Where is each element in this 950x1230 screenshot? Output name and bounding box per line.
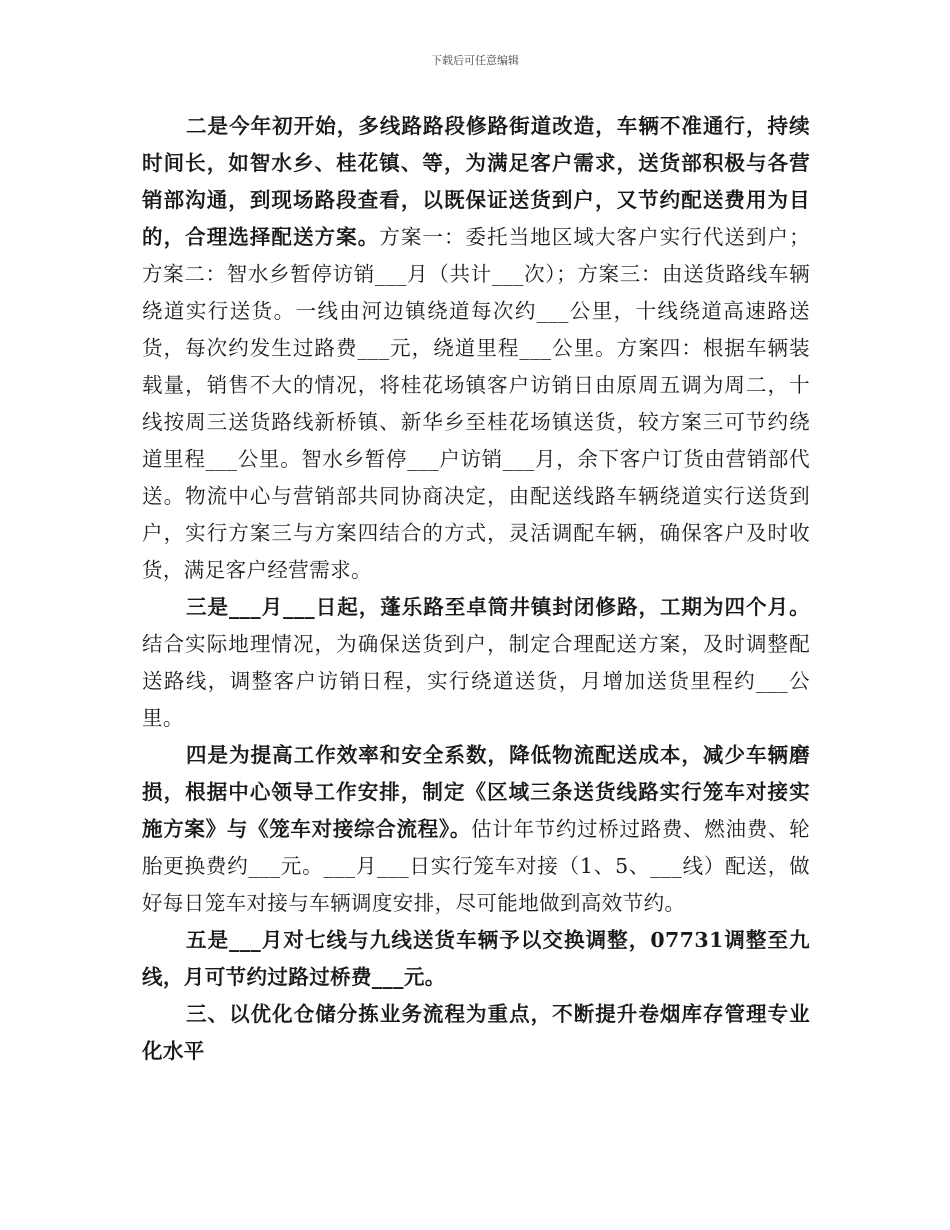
section-heading-3-text: 三、以优化仓储分拣业务流程为重点，不断提升卷烟库存管理专业化水平 (142, 1002, 810, 1063)
paragraph-5 (142, 922, 810, 996)
paragraph-4-text: 估计年节约过桥过路费、燃油费、轮胎更换费约___元。___月___日实行笼车对接（1、5、___线）配送，做好每日笼车对接与车辆调度安排，尽可能地做到高效节约。 (142, 817, 810, 915)
paragraph-4 (142, 737, 810, 922)
paragraph-3-bold: 三是___月___日起，蓬乐路至卓筒井镇封闭修路，工期为四个月。 (186, 595, 810, 619)
section-heading-3 (142, 996, 810, 1070)
page-header: 下载后可任意编辑 (431, 54, 519, 67)
document-body (142, 108, 810, 1070)
paragraph-2 (142, 108, 810, 589)
paragraph-3-text: 结合实际地理情况，为确保送货到户，制定合理配送方案，及时调整配送路线，调整客户访销日程，实行绕道送货，月增加送货里程约___公里。 (142, 632, 810, 730)
paragraph-2-bold: 二是今年初开始，多线路路段修路街道改造，车辆不准通行，持续时间长，如智水乡、桂花镇、等，为满足客户需求，送货部积极与各营销部沟通，到现场路段查看，以既保证送货到户，又节约配送费用为目的，合理选择配送方案。 (142, 114, 810, 249)
paragraph-3 (142, 589, 810, 737)
paragraph-4-bold: 四是为提高工作效率和安全系数，降低物流配送成本，减少车辆磨损，根据中心领导工作安排，制定《区域三条送货线路实行笼车对接实施方案》与《笼车对接综合流程》。 (142, 743, 810, 841)
paragraph-5-bold: 五是___月对七线与九线送货车辆予以交换调整，07731调整至九线，月可节约过路过桥费___元。 (142, 928, 810, 989)
paragraph-2-text: 方案一：委托当地区域大客户实行代送到户；方案二：智水乡暂停访销___月（共计___次）；方案三：由送货路线车辆绕道实行送货。一线由河边镇绕道每次约___公里，十线绕道高速路送货，每次约发生过路费___元，绕道里程___公里。方案四：根据车辆装载量，销售不大的情况，将桂花场镇客户访销日由原周五调为周二，十线按周三送货路线新桥镇、新华乡至桂花场镇送货，较方案三可节约绕道里程___公里。智水乡暂停___户访销___月，余下客户订货由营销部代送。物流中心与营销部共同协商决定，由配送线路车辆绕道实行送货到户，实行方案三与方案四结合的方式，灵活调配车辆，确保客户及时收货，满足客户经营需求。 (142, 225, 811, 582)
